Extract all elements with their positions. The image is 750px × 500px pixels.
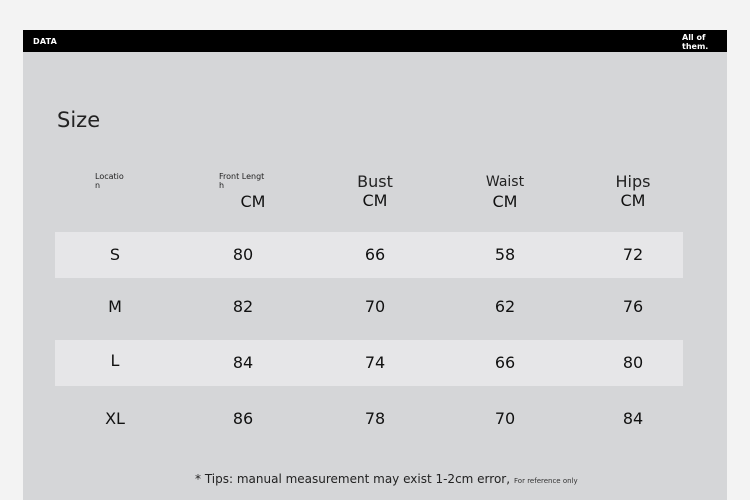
table-row: [55, 340, 683, 386]
header-bust-label: Bust: [357, 172, 393, 191]
header-front-length-unit: CM: [240, 192, 266, 211]
header-hips-unit: CM: [620, 191, 646, 210]
waist-cell: 62: [494, 297, 516, 316]
size-panel: [23, 52, 727, 500]
table-row: [55, 232, 683, 278]
header-hips-label: Hips: [615, 172, 651, 191]
front-length-cell: 86: [232, 409, 254, 428]
bust-cell: 66: [364, 245, 386, 264]
front-length-cell: 82: [232, 297, 254, 316]
front-length-cell: 80: [232, 245, 254, 264]
size-cell: L: [110, 351, 120, 370]
page-title: Size: [57, 108, 101, 132]
tip-text: * Tips: manual measurement may exist 1-2cm error,: [195, 472, 511, 486]
measurement-tip: [195, 472, 578, 486]
hips-cell: 72: [622, 245, 644, 264]
data-label: DATA: [33, 37, 58, 46]
header-waist-unit: CM: [492, 192, 518, 211]
header-location: Locatio n: [95, 172, 124, 190]
header-front-length-label: Front Lengt h: [219, 172, 265, 190]
waist-cell: 70: [494, 409, 516, 428]
hips-cell: 84: [622, 409, 644, 428]
size-cell: XL: [105, 409, 125, 428]
header-waist-label: Waist: [485, 174, 525, 190]
hips-cell: 80: [622, 353, 644, 372]
waist-cell: 58: [494, 245, 516, 264]
table-row: [55, 284, 683, 330]
table-row: [55, 396, 683, 442]
bust-cell: 70: [364, 297, 386, 316]
size-cell: S: [109, 245, 121, 264]
size-cell: M: [108, 297, 122, 316]
waist-cell: 66: [494, 353, 516, 372]
front-length-cell: 84: [232, 353, 254, 372]
header-hips: [593, 172, 673, 210]
bust-cell: 78: [364, 409, 386, 428]
header-bust-unit: CM: [362, 191, 388, 210]
bust-cell: 74: [364, 353, 386, 372]
header-bust: [335, 172, 415, 210]
hips-cell: 76: [622, 297, 644, 316]
all-of-them-label: All of them.: [682, 33, 709, 51]
tip-small-text: For reference only: [514, 477, 578, 485]
header-front-length: [213, 172, 293, 211]
header-waist: [465, 174, 545, 211]
top-bar: [23, 30, 727, 52]
